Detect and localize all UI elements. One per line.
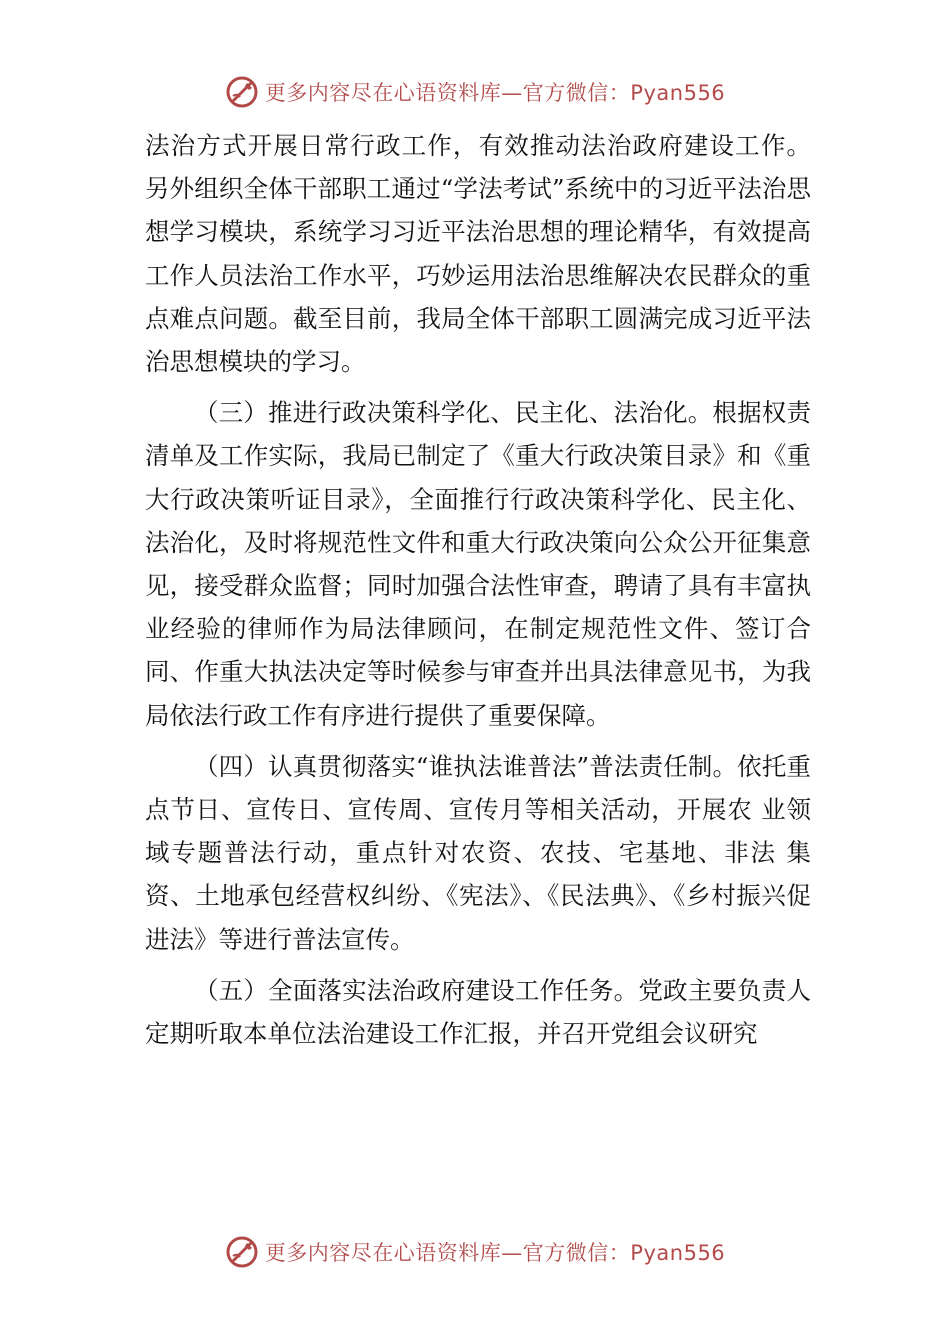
pen-circle-logo-icon xyxy=(225,75,259,109)
watermark-text: 更多内容尽在心语资料库—官方微信：Pyan556 xyxy=(264,1241,726,1265)
header-watermark xyxy=(0,72,950,112)
paragraph-2: （三）推进行政决策科学化、民主化、法治化。根据权责清单及工作实际，我局已制定了《重大行政决策目录》和《重大行政决策听证目录》，全面推行行政决策科学化、民主化、法治化，及时将规范性文件和重大行政决策向公众公开征集意见，接受群众监督；同时加强合法性审查，聘请了具有丰富执业经验的律师作为局法律顾问，在制定规范性文件、签订合同、作重大执法决定等时候参与审查并出具法律意见书，为我局依法行政工作有序进行提供了重要保障。 xyxy=(145,398,811,730)
document-body xyxy=(145,124,811,1063)
paragraph-4: （五）全面落实法治政府建设工作任务。党政主要负责人定期听取本单位法治建设工作汇报，并召开党组会议研究 xyxy=(145,975,811,1049)
paragraph-3: （四）认真贯彻落实“谁执法谁普法”普法责任制。依托重点节日、宣传日、宣传周、宣传月等相关活动，开展农 业领域专题普法行动，重点针对农资、农技、宅基地、非法 集资、土地承包经营权纠纷、《宪法》、《民法典》、《乡村振兴促进法》等进行普法宣传。 xyxy=(145,751,811,954)
paragraph-1: 法治方式开展日常行政工作，有效推动法治政府建设工作。 另外组织全体干部职工通过“学法考试”系统中的习近平法治思想学习模块，系统学习习近平法治思想的理论精华，有效提高工作人员法治工作水平，巧妙运用法治思维解决农民群众的重点难点问题。截至目前，我局全体干部职工圆满完成习近平法治思想模块的学习。 xyxy=(145,131,811,377)
pen-circle-logo-icon xyxy=(225,1235,259,1269)
footer-watermark xyxy=(0,1232,950,1272)
watermark-text: 更多内容尽在心语资料库—官方微信：Pyan556 xyxy=(264,81,726,105)
